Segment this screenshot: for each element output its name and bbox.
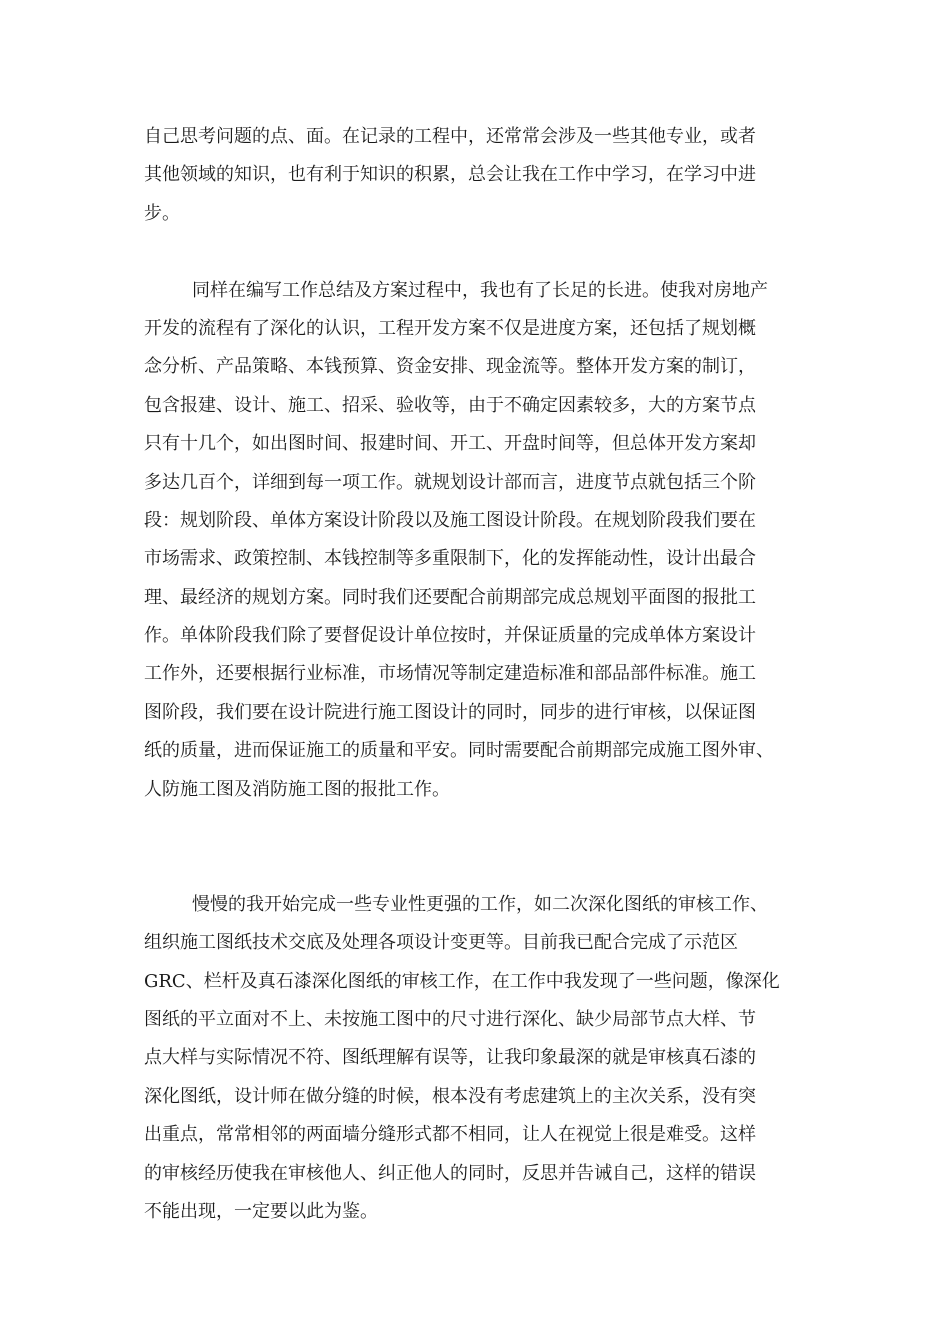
text-line: 作。单体阶段我们除了要督促设计单位按时，并保证质量的完成单体方案设计 — [144, 625, 756, 647]
text-line: 的审核经历使我在审核他人、纠正他人的同时，反思并告诫自己，这样的错误 — [144, 1162, 756, 1184]
text-line: 开发的流程有了深化的认识，工程开发方案不仅是进度方案，还包括了规划概 — [144, 317, 756, 339]
text-line: 只有十几个，如出图时间、报建时间、开工、开盘时间等，但总体开发方案却 — [144, 433, 756, 455]
text-line: 多达几百个，详细到每一项工作。就规划设计部而言，进度节点就包括三个阶 — [144, 471, 756, 493]
paragraph-3 — [144, 886, 810, 1232]
paragraph-spacer — [144, 233, 810, 271]
text-line — [144, 809, 810, 847]
text-line: GRC、栏杆及真石漆深化图纸的审核工作，在工作中我发现了一些问题，像深化 — [144, 970, 780, 992]
text-line: 图纸的平立面对不上、未按施工图中的尺寸进行深化、缺少局部节点大样、节 — [144, 1008, 756, 1030]
text-line: 出重点，常常相邻的两面墙分缝形式都不相同，让人在视觉上很是难受。这样 — [144, 1124, 756, 1146]
text-line: 图阶段，我们要在设计院进行施工图设计的同时，同步的进行审核，以保证图 — [144, 701, 756, 723]
text-line-first: 慢慢的我开始完成一些专业性更强的工作，如二次深化图纸的审核工作、 — [192, 893, 768, 915]
text-line: 理、最经济的规划方案。同时我们还要配合前期部完成总规划平面图的报批工 — [144, 586, 756, 608]
text-line: 自己思考问题的点、面。在记录的工程中，还常常会涉及一些其他专业，或者 — [144, 126, 756, 147]
text-line: 不能出现，一定要以此为鉴。 — [144, 1200, 378, 1222]
text-line-first: 同样在编写工作总结及方案过程中，我也有了长足的长进。使我对房地产 — [192, 279, 768, 301]
paragraph-2 — [144, 272, 810, 848]
text-line: 点大样与实际情况不符、图纸理解有误等，让我印象最深的就是审核真石漆的 — [144, 1047, 756, 1069]
text-line: 步。 — [144, 202, 180, 224]
text-line: 纸的质量，进而保证施工的质量和平安。同时需要配合前期部完成施工图外审、 — [144, 740, 774, 762]
paragraph-1 — [144, 118, 810, 233]
paragraph-spacer — [144, 847, 810, 885]
text-line: 深化图纸，设计师在做分缝的时候，根本没有考虑建筑上的主次关系，没有突 — [144, 1085, 756, 1107]
text-line: 念分析、产品策略、本钱预算、资金安排、现金流等。整体开发方案的制订， — [144, 356, 756, 378]
text-line: 段：规划阶段、单体方案设计阶段以及施工图设计阶段。在规划阶段我们要在 — [144, 509, 756, 531]
text-line: 组织施工图纸技术交底及处理各项设计变更等。目前我已配合完成了示范区 — [144, 932, 738, 954]
document-body — [144, 118, 810, 1231]
text-line: 人防施工图及消防施工图的报批工作。 — [144, 778, 450, 800]
text-line: 工作外，还要根据行业标准，市场情况等制定建造标准和部品部件标准。施工 — [144, 663, 756, 685]
text-line: 市场需求、政策控制、本钱控制等多重限制下，化的发挥能动性，设计出最合 — [144, 548, 756, 570]
text-line: 其他领域的知识，也有利于知识的积累，总会让我在工作中学习，在学习中进 — [144, 164, 756, 186]
text-line: 包含报建、设计、施工、招采、验收等，由于不确定因素较多，大的方案节点 — [144, 394, 756, 416]
